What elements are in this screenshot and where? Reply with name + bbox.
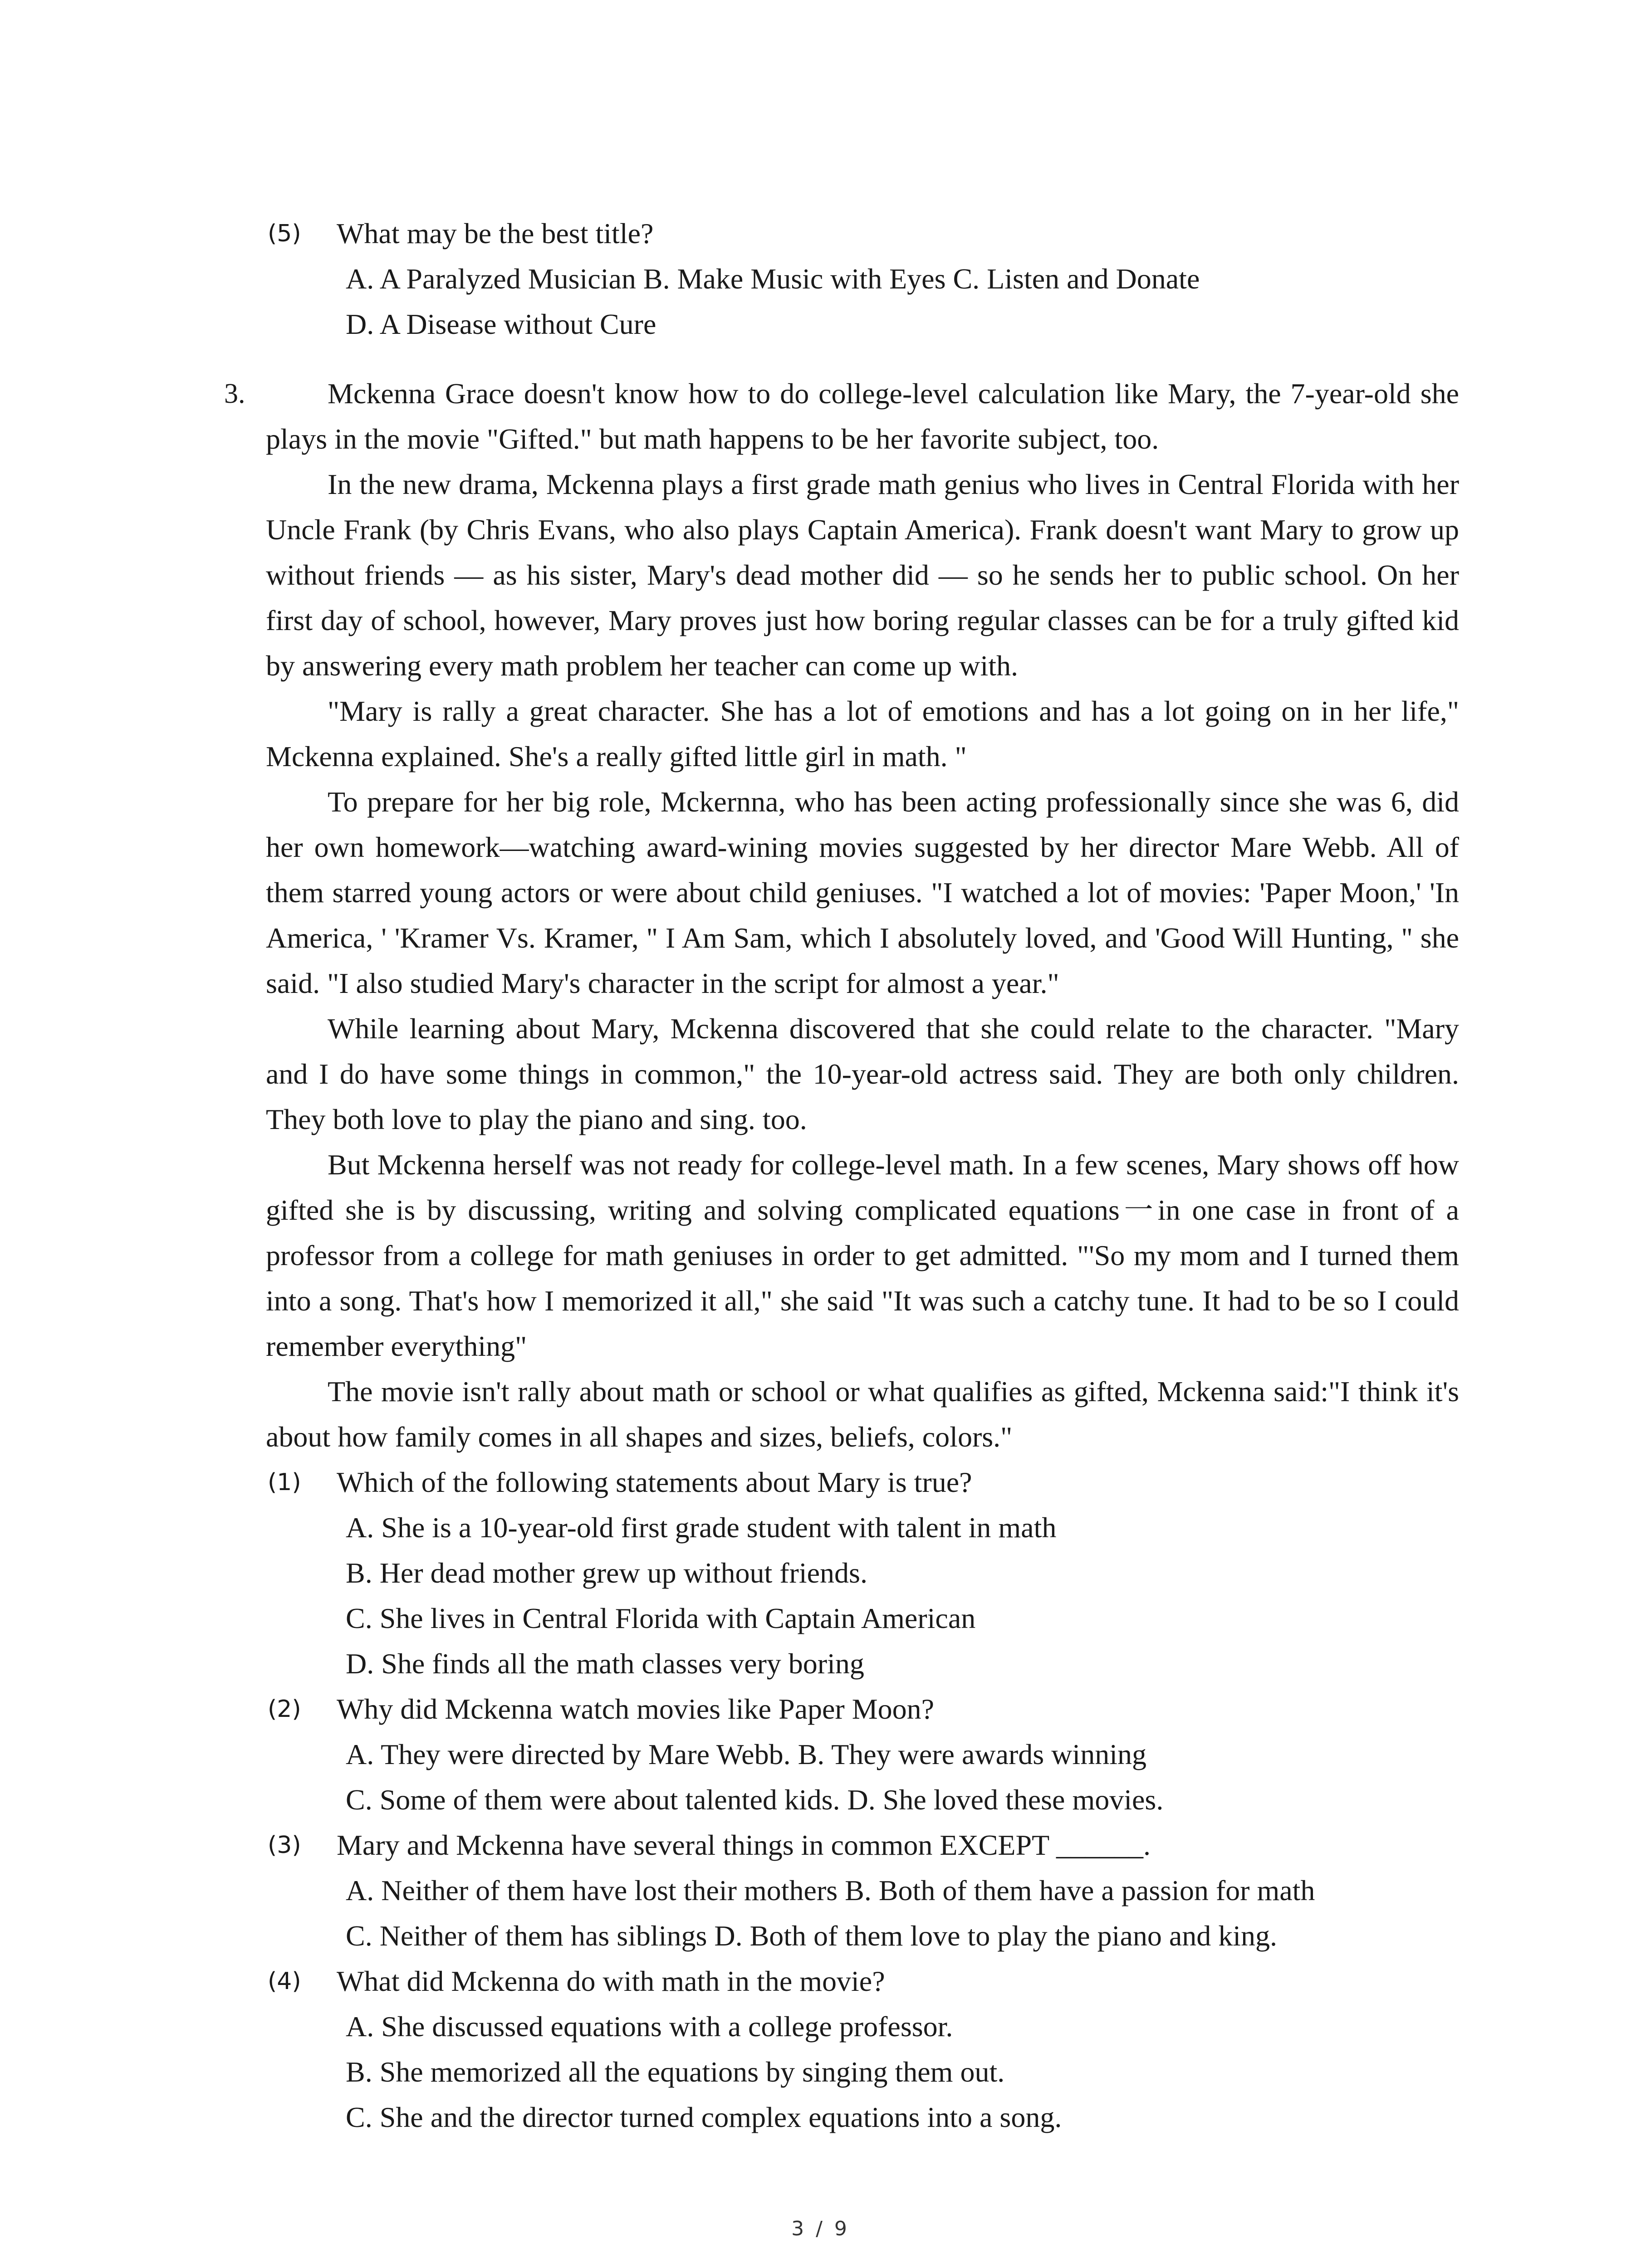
passage-paragraph: In the new drama, Mckenna plays a first grade math genius who lives in Central Florida with her Uncle Frank (by Chris Evans, who also plays Captain America). Frank doesn't want Mary to grow up without friends — as his sister, Mary's dead mother did — so he sends her to public school. On her first day of school, however, Mary proves just how boring regular classes can be for a truly gifted kid by answering every math problem her teacher can come up with. <box>266 468 1459 682</box>
passage-paragraph: While learning about Mary, Mckenna discovered that she could relate to the character. "Mary and I do have some things in common," the 10-year-old actress said. They are both only children. They both love to play the piano and sing. too. <box>266 1012 1459 1135</box>
option-line: C. She lives in Central Florida with Captain American <box>346 1602 976 1634</box>
option-line: B. Her dead mother grew up without friends. <box>346 1557 867 1589</box>
reading-passage <box>266 371 1459 1460</box>
question-number: (2) <box>268 1696 301 1723</box>
question-number: (5) <box>268 220 301 247</box>
question-number: (3) <box>268 1832 301 1859</box>
question-text: What may be the best title? <box>337 217 654 249</box>
option-line: C. She and the director turned complex equations into a song. <box>346 2101 1062 2133</box>
question-text: Mary and Mckenna have several things in common EXCEPT ______. <box>337 1829 1151 1861</box>
option-line: D. A Disease without Cure <box>346 308 656 340</box>
option-line: D. She finds all the math classes very boring <box>346 1647 864 1680</box>
passage-paragraph: Mckenna Grace doesn't know how to do college-level calculation like Mary, the 7-year-old she plays in the movie "Gifted." but math happens to be her favorite subject, too. <box>266 377 1459 455</box>
passage-paragraph: To prepare for her big role, Mckernna, who has been acting professionally since she was 6, did her own homework—watching award-wining movies suggested by her director Mare Webb. All of them starred young actors or were about child geniuses. "I watched a lot of movies: 'Paper Moon,' 'In America, ' 'Kramer Vs. Kramer, '' I Am Sam, which I absolutely loved, and 'Good Will Hunting, '' she said. "I also studied Mary's character in the script for almost a year." <box>266 786 1459 999</box>
option-line: A. They were directed by Mare Webb. B. They were awards winning <box>346 1738 1146 1770</box>
option-line: A. A Paralyzed Musician B. Make Music with Eyes C. Listen and Donate <box>346 263 1200 295</box>
question-number: (4) <box>268 1968 301 1995</box>
passage-paragraph: The movie isn't rally about math or school or what qualifies as gifted, Mckenna said:"I think it's about how family comes in all shapes and sizes, beliefs, colors." <box>266 1375 1459 1453</box>
question-text: What did Mckenna do with math in the movie? <box>337 1965 885 1997</box>
option-line: A. She is a 10-year-old first grade student with talent in math <box>346 1511 1057 1544</box>
question-text: Which of the following statements about Mary is true? <box>337 1466 972 1498</box>
option-line: A. She discussed equations with a college professor. <box>346 2010 953 2043</box>
page-number: 3 / 9 <box>791 2217 850 2240</box>
section-number: 3. <box>224 378 245 409</box>
option-line: C. Neither of them has siblings D. Both of them love to play the piano and king. <box>346 1920 1278 1952</box>
option-line: B. She memorized all the equations by singing them out. <box>346 2056 1005 2088</box>
option-line: A. Neither of them have lost their mothers B. Both of them have a passion for math <box>346 1874 1315 1906</box>
passage-paragraph: But Mckenna herself was not ready for college-level math. In a few scenes, Mary shows off how gifted she is by discussing, writing and solving complicated equations一in one case in front of a professor from a college for math geniuses in order to get admitted. "'So my mom and I turned them into a song. That's how I memorized it all," she said "It was such a catchy tune. It had to be so I could remember everything" <box>266 1149 1459 1362</box>
passage-paragraph: "Mary is rally a great character. She has a lot of emotions and has a lot going on in her life," Mckenna explained. She's a really gifted little girl in math. " <box>266 695 1459 772</box>
question-text: Why did Mckenna watch movies like Paper Moon? <box>337 1693 934 1725</box>
question-number: (1) <box>268 1469 301 1496</box>
option-line: C. Some of them were about talented kids. D. She loved these movies. <box>346 1784 1164 1816</box>
